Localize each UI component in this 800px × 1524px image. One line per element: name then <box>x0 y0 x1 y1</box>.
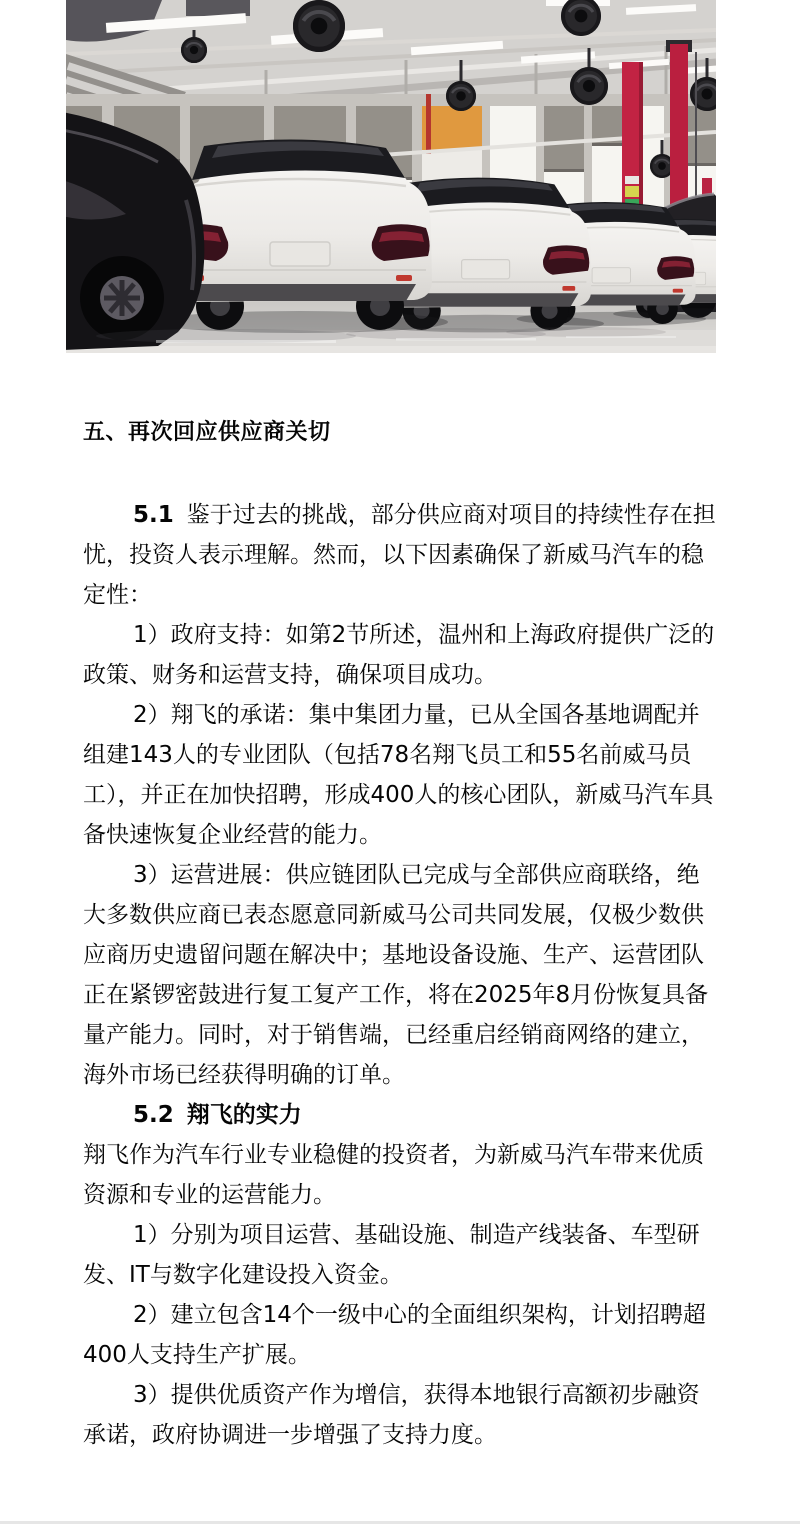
paragraph-5-2-intro: 翔飞作为汽车行业专业稳健的投资者，为新威马汽车带来优质资源和专业的运营能力。 <box>83 1142 704 1208</box>
list-item-51-3: 3）运营进展：供应链团队已完成与全部供应商联络，绝大多数供应商已表态愿意同新威马公司共同发展，仅极少数供应商历史遗留问题在解决中；基地设备设施、生产、运营团队正在紧锣密鼓进行复工复产工作，将在2025年8月份恢复具备量产能力。同时，对于销售端，已经重启经销商网络的建立，海外市场已经获得明确的订单。 <box>83 862 709 1088</box>
paragraph-5-1-text: 鉴于过去的挑战，部分供应商对项目的持续性存在担忧，投资人表示理解。然而，以下因素确保了新威马汽车的稳定性： <box>83 502 716 608</box>
clause-number-5-1: 5.1 <box>133 502 174 528</box>
section-heading: 五、再次回应供应商关切 <box>83 420 331 445</box>
list-item-51-1: 1）政府支持：如第2节所述，温州和上海政府提供广泛的政策、财务和运营支持，确保项目成功。 <box>83 622 715 688</box>
clause-number-5-2: 5.2 <box>133 1102 174 1128</box>
subsection-heading-5-2 <box>83 1095 719 1135</box>
article-body <box>83 413 719 1455</box>
list-item-52-2: 2）建立包含14个一级中心的全面组织架构，计划招聘超400人支持生产扩展。 <box>83 1302 706 1368</box>
factory-cars-illustration <box>66 0 716 353</box>
list-item-52-1: 1）分别为项目运营、基础设施、制造产线装备、车型研发、IT与数字化建设投入资金。 <box>83 1222 700 1288</box>
factory-cars-photo[interactable] <box>66 0 716 353</box>
paragraph-5-1 <box>83 495 719 615</box>
subsection-title: 翔飞的实力 <box>186 1102 302 1128</box>
list-item-52-3: 3）提供优质资产作为增信，获得本地银行高额初步融资承诺，政府协调进一步增强了支持力度。 <box>83 1382 700 1448</box>
list-item-51-2: 2）翔飞的承诺：集中集团力量，已从全国各基地调配并组建143人的专业团队（包括78名翔飞员工和55名前威马员工），并正在加快招聘，形成400人的核心团队，新威马汽车具备快速恢复企业经营的能力。 <box>83 702 714 848</box>
